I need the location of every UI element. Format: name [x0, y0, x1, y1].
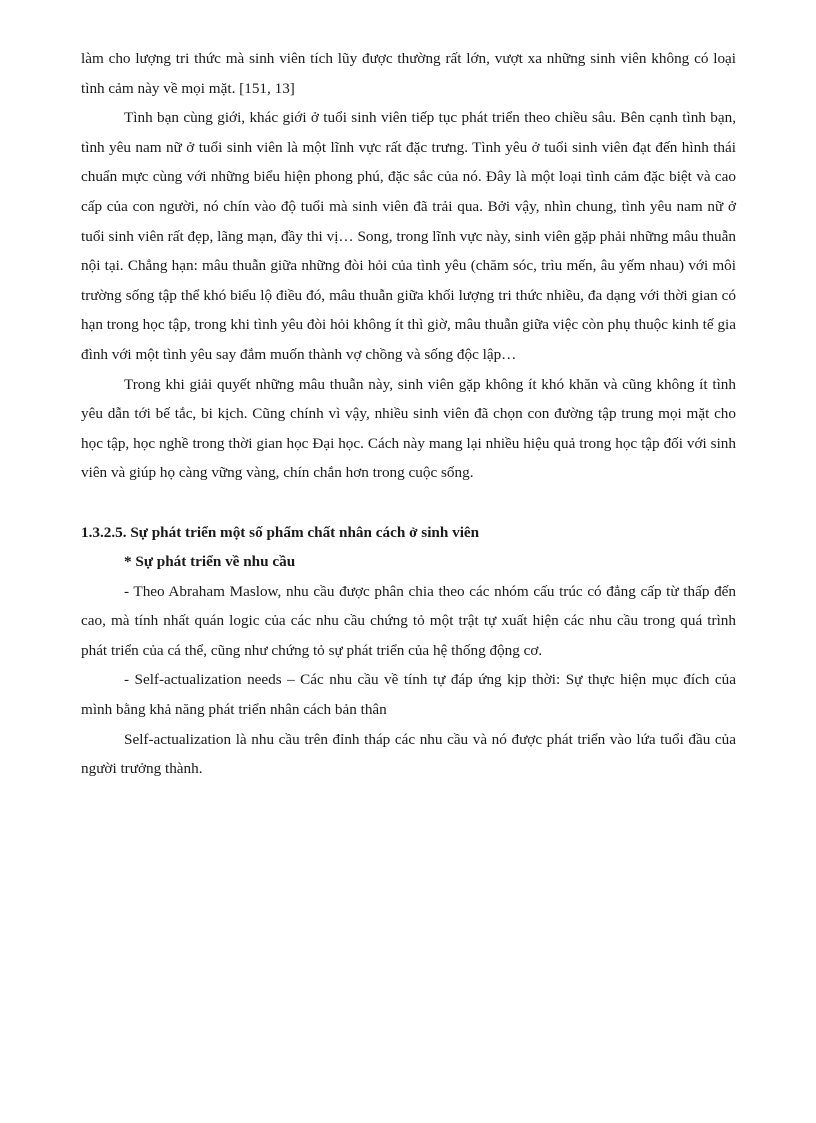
paragraph-self-actualization-needs: - Self-actualization needs – Các nhu cầu về tính tự đáp ứng kịp thời: Sự thực hiện mục đích của mình bằng khả năng phát triển nhân cách bản thân — [81, 671, 736, 719]
section-heading: 1.3.2.5. Sự phát triển một số phẩm chất nhân cách ở sinh viên — [81, 523, 480, 541]
paragraph-continuation: làm cho lượng tri thức mà sinh viên tích lũy được thường rất lớn, vượt xa những sinh viên không có loại tình cảm này về mọi mặt. [151, 13] — [81, 50, 736, 97]
paragraph-resolving-conflicts: Trong khi giải quyết những mâu thuẫn này, sinh viên gặp không ít khó khăn và cũng không ít tình yêu dẫn tới bế tắc, bi kịch. Cũng chính vì vậy, nhiều sinh viên đã chọn con đường tập trung mọi mặt cho học tập, học nghề trong thời gian học Đại học. Cách này mang lại nhiều hiệu quả trong học tập đối với sinh viên và giúp họ càng vững vàng, chín chắn hơn trong cuộc sống. — [81, 375, 736, 482]
paragraph-maslow: - Theo Abraham Maslow, nhu cầu được phân chia theo các nhóm cấu trúc có đẳng cấp từ thấp đến cao, mà tính nhất quán logic của các nhu cầu chứng tỏ một trật tự xuất hiện các nhu cầu trong quá trình phát triển của cá thể, cũng như chứng tỏ sự phát triển của hệ thống động cơ. — [81, 582, 736, 659]
subsection-heading: * Sự phát triển về nhu cầu — [124, 553, 296, 571]
paragraph-friendship-love: Tình bạn cùng giới, khác giới ở tuổi sinh viên tiếp tục phát triển theo chiều sâu. Bên cạnh tình bạn, tình yêu nam nữ ở tuổi sinh viên là một lĩnh vực rất đặc trưng. Tình yêu ở tuổi sinh viên đạt đến hình thái chuẩn mực cùng với những biểu hiện phong phú, đặc sắc của nó. Đây là một loại tình cảm đặc biệt và cao cấp của con người, nó chín vào độ tuổi mà sinh viên đã trải qua. Bởi vậy, nhìn chung, tình yêu nam nữ ở tuổi sinh viên rất đẹp, lãng mạn, đầy thi vị… Song, trong lĩnh vực này, sinh viên gặp phải những mâu thuẫn nội tại. Chẳng hạn: mâu thuẫn giữa những đòi hỏi của tình yêu (chăm sóc, trìu mến, âu yếm nhau) với môi trường sống tập thể khó biểu lộ điều đó, mâu thuẫn giữa khối lượng tri thức nhiều, đa dạng với thời gian có hạn trong học tập, trong khi tình yêu đòi hỏi không ít thì giờ, mâu thuẫn giữa việc còn phụ thuộc kinh tế gia đình với một tình yêu say đắm muốn thành vợ chồng và sống độc lập… — [81, 109, 736, 363]
document-body — [81, 44, 736, 784]
paragraph-self-actualization: Self-actualization là nhu cầu trên đỉnh tháp các nhu cầu và nó được phát triển vào lứa tuổi đầu của người trưởng thành. — [81, 730, 736, 778]
